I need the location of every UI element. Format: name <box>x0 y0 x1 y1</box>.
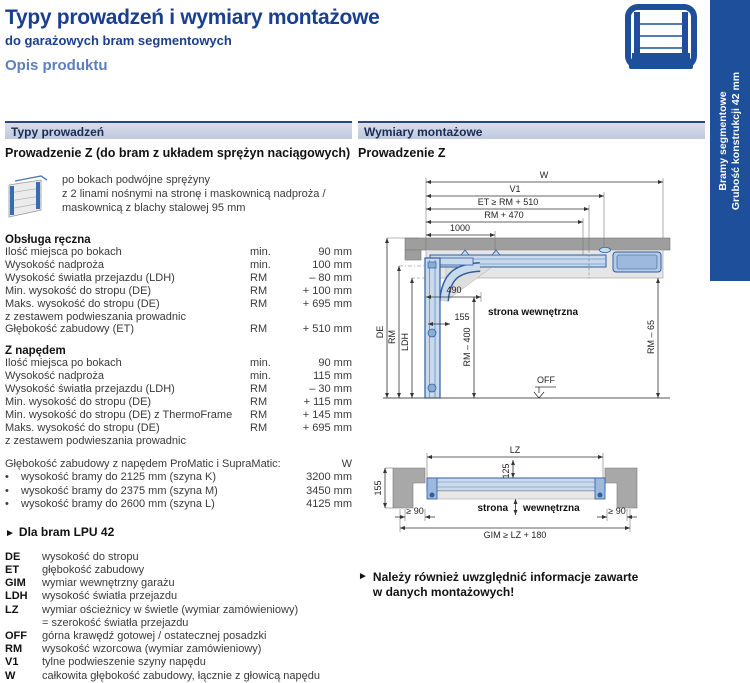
page-subtitle: do garażowych bram segmentowych <box>5 33 232 48</box>
manual-table <box>5 246 352 336</box>
legend-row: OFF górna krawędź gotowej / ostatecznej posadzki <box>5 629 267 642</box>
dim-rm400-label: RM – 400 <box>462 327 472 367</box>
legend-row: LZ wymiar ościeżnicy w świetle (wymiar zamówieniowy) = szerokość światła przejazdu <box>5 603 299 629</box>
side-tab-label: Bramy segmentowe Grubość konstrukcji 42 mm <box>717 71 742 210</box>
dim-ge90-right-label: ≥ 90 <box>608 506 626 516</box>
right-section-bar: Wymiary montażowe <box>358 121 705 139</box>
legend-row: DE wysokość do stropu <box>5 550 139 563</box>
dim-gim-label: GIM ≥ LZ + 180 <box>483 530 547 540</box>
table-row: Ilość miejsca po bokach min. 90 mm <box>5 246 352 258</box>
sectional-door-icon <box>625 4 697 77</box>
depth-header: Głębokość zabudowy z napędem ProMatic i SupraMatic: W <box>5 457 352 470</box>
list-item: • wysokość bramy do 2125 mm (szyna K) 3200 mm <box>5 471 352 484</box>
left-heading: Prowadzenie Z (do bram z układem sprężyn naciągowych) <box>5 146 351 160</box>
right-heading: Prowadzenie Z <box>358 146 446 160</box>
off-label: OFF <box>537 375 555 385</box>
table-row: z zestawem podwieszania prowadnic <box>5 310 186 323</box>
dim-v1-label: V1 <box>509 184 521 194</box>
powered-title: Z napędem <box>5 345 66 358</box>
table-row: Maks. wysokość do stropu (DE) RM + 695 mm <box>5 297 352 310</box>
bullet: • <box>5 471 9 484</box>
legend-row: W całkowita głębokość zabudowy, łącznie z głowicą napędu <box>5 669 321 682</box>
page-title: Typy prowadzeń i wymiary montażowe <box>5 6 380 29</box>
dim-et-label: ET ≥ RM + 510 <box>477 197 539 207</box>
right-column <box>358 121 705 651</box>
for-doors-note: ► Dla bram LPU 42 <box>5 524 115 539</box>
dim-de-label: DE <box>375 325 385 339</box>
bullet: • <box>5 484 9 497</box>
install-data-note: ► Należy również uwzględnić informacje zawarte w danych montażowych! <box>358 570 639 599</box>
table-row: Min. wysokość do stropu (DE) z ThermoFrame RM + 145 mm <box>5 408 352 421</box>
dim-155-label: 155 <box>373 480 383 496</box>
triangle-marker-icon: ► <box>5 527 15 539</box>
plan-view-diagram <box>358 435 705 540</box>
dim-125-label: 125 <box>501 463 511 479</box>
powered-table <box>5 357 352 447</box>
table-row: Wysokość światła przejazdu (LDH) RM – 30 mm <box>5 383 352 396</box>
dim-lz-label: LZ <box>509 445 521 455</box>
dim-490-label: 490 <box>446 285 462 295</box>
legend-row: ET głębokość zabudowy <box>5 563 145 576</box>
dim-ge90-left-label: ≥ 90 <box>406 506 424 516</box>
dim-1000-label: 1000 <box>449 223 471 233</box>
intro-text: po bokach podwójne sprężyny z 2 linami nośnymi na stronę i maskownicą nadproża / maskownicą z blachy stalowej 95 mm <box>62 174 326 214</box>
inside-label-b: wewnętrzna <box>523 503 580 514</box>
intro-block <box>5 173 352 224</box>
dim-rm65-label: RM – 65 <box>646 319 656 355</box>
table-row: Maks. wysokość do stropu (DE) RM + 695 mm <box>5 421 352 434</box>
inside-label-a: strona <box>477 503 508 514</box>
legend-row: LDH wysokość światła przejazdu <box>5 590 178 603</box>
legend-row: GIM wymiar wewnętrzny garażu <box>5 577 175 590</box>
side-view-diagram <box>358 167 705 435</box>
table-row: Min. wysokość do stropu (DE) RM + 100 mm <box>5 284 352 297</box>
dim-155-label: 155 <box>454 312 470 322</box>
dim-ldh-label: LDH <box>400 332 410 352</box>
bullet: • <box>5 498 9 511</box>
side-tab <box>710 0 750 281</box>
list-item: • wysokość bramy do 2600 mm (szyna L) 4125 mm <box>5 498 352 511</box>
left-column <box>5 121 352 683</box>
table-row: Głębokość zabudowy (ET) RM + 510 mm <box>5 323 352 336</box>
left-section-bar: Typy prowadzeń <box>5 121 352 139</box>
dim-rm-label: RM <box>387 330 397 344</box>
legend-row: RM wysokość wzorcowa (wymiar zamówieniowy) <box>5 643 262 656</box>
section-title: Opis produktu <box>5 57 108 74</box>
manual-title: Obsługa ręczna <box>5 234 91 246</box>
table-row: Min. wysokość do stropu (DE) RM + 115 mm <box>5 396 352 409</box>
legend <box>5 551 352 683</box>
table-row: z zestawem podwieszania prowadnic <box>5 434 186 447</box>
table-row: Wysokość nadproża min. 115 mm <box>5 370 352 383</box>
depth-section <box>5 458 352 512</box>
dim-rm470-label: RM + 470 <box>484 210 524 220</box>
table-row: Wysokość światła przejazdu (LDH) RM – 80 mm <box>5 271 352 284</box>
triangle-marker-icon: ► <box>358 571 368 582</box>
legend-row: V1 tylne podwieszenie szyny napędu <box>5 656 206 669</box>
table-row: Wysokość nadproża min. 100 mm <box>5 258 352 271</box>
table-row: Ilość miejsca po bokach min. 90 mm <box>5 357 352 370</box>
list-item: • wysokość bramy do 2375 mm (szyna M) 3450 mm <box>5 484 352 497</box>
door-panel-thumbnail-icon <box>5 173 49 224</box>
inside-label: strona wewnętrzna <box>487 307 579 318</box>
dim-w-label: W <box>539 170 549 180</box>
